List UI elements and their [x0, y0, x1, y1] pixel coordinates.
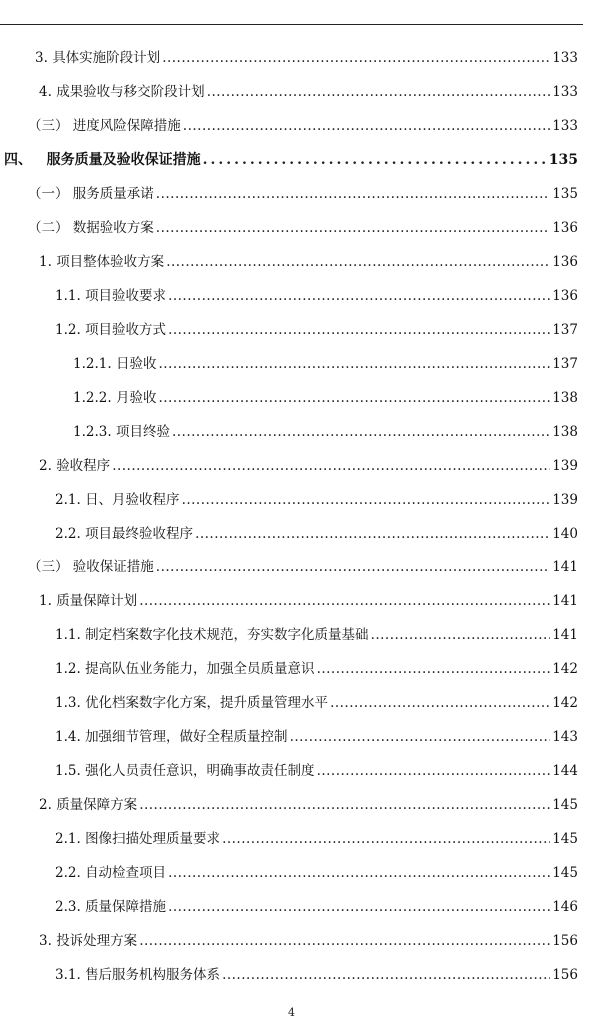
- toc-entry-title: 数据验收方案: [72, 220, 154, 236]
- toc-entry-page: 135: [548, 152, 578, 168]
- toc-entry-number: （一）: [28, 186, 69, 202]
- toc-entry-title: 服务质量及验收保证措施: [46, 152, 201, 168]
- toc-entry-page: 156: [552, 933, 578, 949]
- toc-leader-dots: [183, 118, 550, 134]
- toc-entry[interactable]: [73, 384, 578, 406]
- toc-entry-number: 1.1.: [55, 288, 81, 304]
- toc-leader-dots: [168, 899, 550, 915]
- toc-entry[interactable]: [39, 452, 578, 474]
- toc-entry[interactable]: [35, 44, 578, 66]
- toc-leader-dots: [112, 458, 550, 474]
- toc-entry-page: 133: [552, 84, 578, 100]
- toc-leader-dots: [162, 50, 550, 66]
- toc-entry-page: 138: [552, 390, 578, 406]
- toc-entry-title: 质量保障计划: [56, 593, 138, 609]
- toc-entry-page: 142: [552, 695, 578, 711]
- toc-entry[interactable]: [39, 248, 578, 270]
- toc-leader-dots: [139, 797, 550, 813]
- toc-entry-number: 4.: [39, 84, 52, 100]
- toc-entry-page: 143: [552, 729, 578, 745]
- toc-leader-dots: [158, 390, 550, 406]
- toc-entry[interactable]: [55, 723, 578, 745]
- toc-entry[interactable]: [55, 757, 578, 779]
- toc-entry-title: 成果验收与移交阶段计划: [56, 84, 205, 100]
- toc-entry-page: 138: [552, 424, 578, 440]
- toc-leader-dots: [172, 424, 550, 440]
- toc-entry-title: 进度风险保障措施: [72, 118, 181, 134]
- toc-entry-number: 四、: [4, 152, 32, 168]
- toc-leader-dots: [182, 492, 551, 508]
- toc-leader-dots: [371, 627, 551, 643]
- toc-entry[interactable]: [39, 587, 578, 609]
- toc-entry[interactable]: [73, 350, 578, 372]
- toc-entry[interactable]: [55, 655, 578, 677]
- toc-entry-page: 135: [552, 186, 578, 202]
- toc-entry-title: 服务质量承诺: [72, 186, 154, 202]
- toc-entry-number: 1.4.: [55, 729, 81, 745]
- toc-entry[interactable]: [28, 553, 578, 575]
- toc-entry[interactable]: [55, 859, 578, 881]
- toc-entry-number: 1.3.: [55, 695, 81, 711]
- toc-entry-title: 强化人员责任意识，明确事故责任制度: [85, 763, 315, 779]
- toc-entry-page: 136: [552, 254, 578, 270]
- toc-leader-dots: [207, 84, 551, 100]
- toc-entry[interactable]: [39, 791, 578, 813]
- toc-entry-title: 投诉处理方案: [56, 933, 138, 949]
- toc-entry-number: 2.: [39, 458, 52, 474]
- toc-entry-number: 1.2.3.: [73, 424, 112, 440]
- toc-entry-number: 3.: [39, 933, 52, 949]
- toc-entry-page: 145: [552, 797, 578, 813]
- toc-entry-page: 137: [552, 356, 578, 372]
- toc-leader-dots: [330, 695, 550, 711]
- toc-entry-page: 141: [552, 559, 578, 575]
- toc-entry-page: 156: [552, 967, 578, 983]
- toc-entry-title: 质量保障方案: [56, 797, 138, 813]
- toc-entry-page: 133: [552, 118, 578, 134]
- toc-entry[interactable]: [55, 689, 578, 711]
- toc-entry-title: 售后服务机构服务体系: [85, 967, 221, 983]
- toc-entry-number: 2.2.: [55, 526, 81, 542]
- toc-entry-chapter[interactable]: [4, 146, 578, 168]
- toc-entry-title: 提高队伍业务能力，加强全员质量意识: [85, 661, 315, 677]
- toc-entry-page: 136: [552, 220, 578, 236]
- toc-entry-page: 136: [552, 288, 578, 304]
- toc-entry-number: 3.1.: [55, 967, 81, 983]
- toc-entry-page: 137: [552, 322, 578, 338]
- toc-entry[interactable]: [55, 621, 578, 643]
- toc-entry-page: 141: [552, 593, 578, 609]
- toc-entry-number: 2.: [39, 797, 52, 813]
- toc-leader-dots: [195, 526, 550, 542]
- toc-entry-title: 验收保证措施: [72, 559, 154, 575]
- toc-entry-number: 1.5.: [55, 763, 81, 779]
- toc-entry[interactable]: [28, 112, 578, 134]
- toc-entry[interactable]: [39, 927, 578, 949]
- toc-leader-dots: [222, 831, 550, 847]
- toc-entry-number: 2.1.: [55, 831, 81, 847]
- toc-entry-number: （三）: [28, 118, 69, 134]
- toc-entry-title: 优化档案数字化方案，提升质量管理水平: [85, 695, 329, 711]
- toc-entry-title: 制定档案数字化技术规范，夯实数字化质量基础: [85, 627, 369, 643]
- toc-entry-number: 1.1.: [55, 627, 81, 643]
- toc-entry-number: 2.2.: [55, 865, 81, 881]
- toc-leader-dots: [317, 661, 551, 677]
- toc-entry-page: 142: [552, 661, 578, 677]
- toc-entry-title: 项目终验: [115, 424, 170, 440]
- toc-entry-page: 139: [552, 492, 578, 508]
- toc-entry[interactable]: [39, 78, 578, 100]
- toc-entry-page: 133: [552, 50, 578, 66]
- toc-leader-dots: [168, 288, 550, 304]
- toc-entry-number: 2.3.: [55, 899, 81, 915]
- toc-entry-title: 日验收: [115, 356, 157, 372]
- toc-entry-page: 144: [552, 763, 578, 779]
- toc-leader-dots: [139, 933, 550, 949]
- toc-entry[interactable]: [55, 825, 578, 847]
- toc-entry-title: 月验收: [115, 390, 157, 406]
- toc-entry-page: 146: [552, 899, 578, 915]
- toc-entry-page: 139: [552, 458, 578, 474]
- toc-entry-title: 自动检查项目: [85, 865, 167, 881]
- toc-leader-dots: [317, 763, 551, 779]
- toc-entry[interactable]: [55, 961, 578, 983]
- toc-leader-dots: [166, 254, 550, 270]
- page-number: 4: [288, 1006, 295, 1019]
- toc-entry-number: 2.1.: [55, 492, 81, 508]
- toc-entry-number: 1.2.: [55, 322, 81, 338]
- toc-entry-number: 1.2.2.: [73, 390, 112, 406]
- toc-entry[interactable]: [28, 180, 578, 202]
- toc-entry[interactable]: [55, 282, 578, 304]
- toc-entry-title: 项目整体验收方案: [56, 254, 165, 270]
- toc-entry-number: （三）: [28, 559, 69, 575]
- toc-entry-title: 项目验收方式: [85, 322, 167, 338]
- toc-leader-dots: [158, 356, 550, 372]
- toc-leader-dots: [139, 593, 550, 609]
- toc-leader-dots: [156, 186, 550, 202]
- toc-leader-dots: [290, 729, 551, 745]
- toc-entry-title: 具体实施阶段计划: [52, 50, 161, 66]
- toc-leader-dots: [222, 967, 550, 983]
- toc-entry-number: （二）: [28, 220, 69, 236]
- toc-entry[interactable]: [28, 214, 578, 236]
- toc-entry-number: 3.: [35, 50, 48, 66]
- toc-entry-number: 1.2.1.: [73, 356, 112, 372]
- toc-entry-title: 加强细节管理，做好全程质量控制: [85, 729, 288, 745]
- toc-entry-page: 145: [552, 865, 578, 881]
- toc-entry-page: 141: [552, 627, 578, 643]
- toc-entry-number: 1.2.: [55, 661, 81, 677]
- toc-entry[interactable]: [55, 893, 578, 915]
- toc-leader-dots: [168, 322, 550, 338]
- toc-entry-title: 项目验收要求: [85, 288, 167, 304]
- toc-entry-title: 验收程序: [56, 458, 111, 474]
- toc-entry[interactable]: [55, 316, 578, 338]
- toc-leader-dots: [156, 559, 550, 575]
- toc-leader-dots: [203, 152, 547, 168]
- toc-entry[interactable]: [55, 486, 578, 508]
- toc-entry-page: 140: [552, 526, 578, 542]
- toc-entry[interactable]: [55, 520, 578, 542]
- toc-entry-title: 图像扫描处理质量要求: [85, 831, 221, 847]
- toc-entry-title: 质量保障措施: [85, 899, 167, 915]
- toc-entry-number: 1.: [39, 254, 52, 270]
- toc-leader-dots: [156, 220, 550, 236]
- toc-entry-number: 1.: [39, 593, 52, 609]
- toc-entry-page: 145: [552, 831, 578, 847]
- toc-entry-title: 项目最终验收程序: [85, 526, 194, 542]
- toc-entry[interactable]: [73, 418, 578, 440]
- toc-entry-title: 日、月验收程序: [85, 492, 180, 508]
- toc-leader-dots: [168, 865, 550, 881]
